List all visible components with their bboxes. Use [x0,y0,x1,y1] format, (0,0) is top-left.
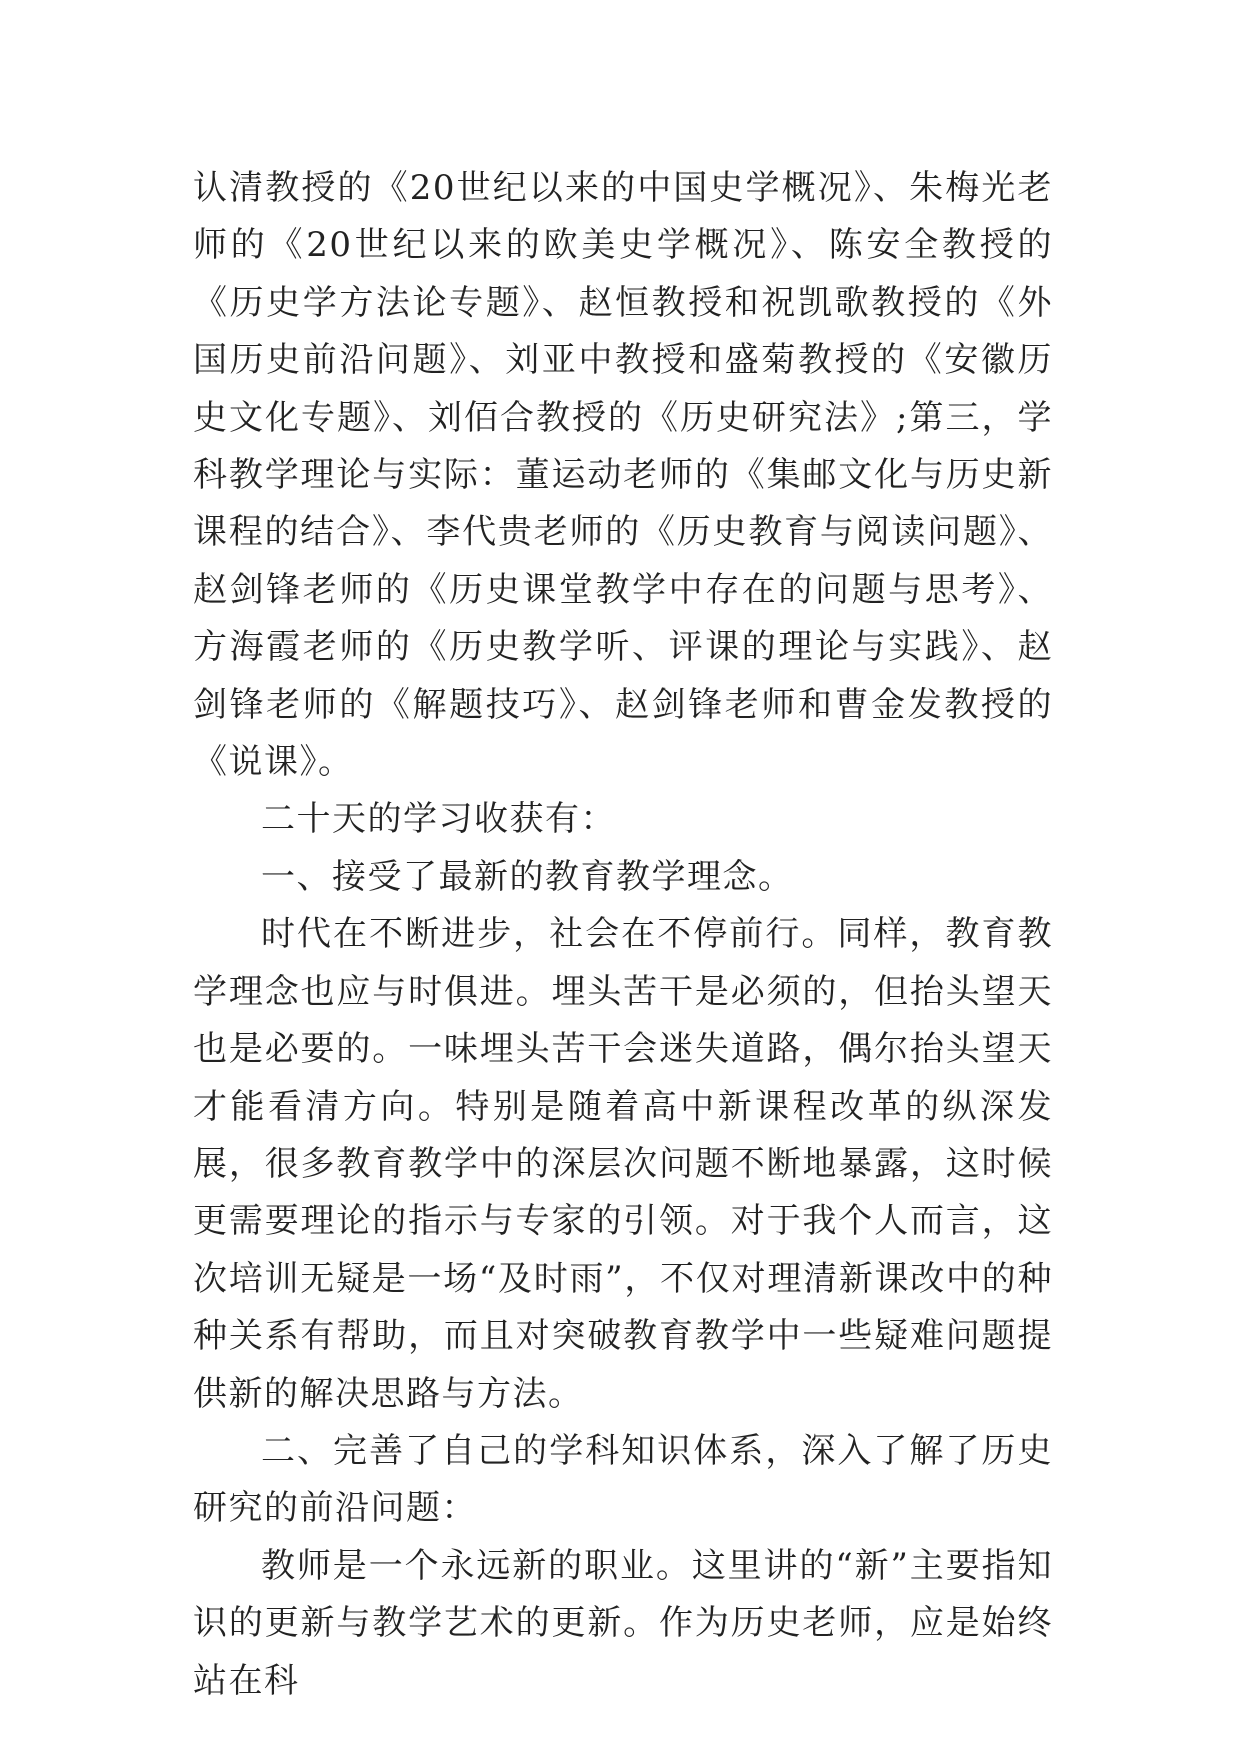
paragraph-education-ideas: 时代在不断进步，社会在不停前行。同样，教育教学理念也应与时俱进。埋头苦干是必须的，但抬头望天也是必要的。一味埋头苦干会迷失道路，偶尔抬头望天才能看清方向。特别是随着高中新课程改革的纵深发展，很多教育教学中的深层次问题不断地暴露，这时候更需要理论的指示与专家的引领。对于我个人而言，这次培训无疑是一场“及时雨”，不仅对理清新课改中的种种关系有帮助，而且对突破教育教学中一些疑难问题提供新的解决思路与方法。 [193,914,1053,1414]
paragraph-continued-course-list: 认清教授的《20世纪以来的中国史学概况》、朱梅光老师的《20世纪以来的欧美史学概况》、陈安全教授的《历史学方法论专题》、赵恒教授和祝凯歌教授的《外国历史前沿问题》、刘亚中教授和盛菊教授的《安徽历史文化专题》、刘佰合教授的《历史研究法》;第三，学科教学理论与实际：董运动老师的《集邮文化与历史新课程的结合》、李代贵老师的《历史教育与阅读问题》、赵剑锋老师的《历史课堂教学中存在的问题与思考》、方海霞老师的《历史教学听、评课的理论与实践》、赵剑锋老师的《解题技巧》、赵剑锋老师和曹金发教授的《说课》。 [193,168,1053,783]
paragraph-teacher-profession: 教师是一个永远新的职业。这里讲的“新”主要指知识的更新与教学艺术的更新。作为历史老师，应是始终站在科 [193,1545,1053,1701]
paragraph-gains-intro: 二十天的学习收获有： [261,799,616,840]
paragraph-heading-one: 一、接受了最新的教育教学理念。 [261,856,794,897]
body-text [193,160,1053,1710]
paragraph-heading-two: 二、完善了自己的学科知识体系，深入了解了历史研究的前沿问题： [193,1430,1053,1529]
